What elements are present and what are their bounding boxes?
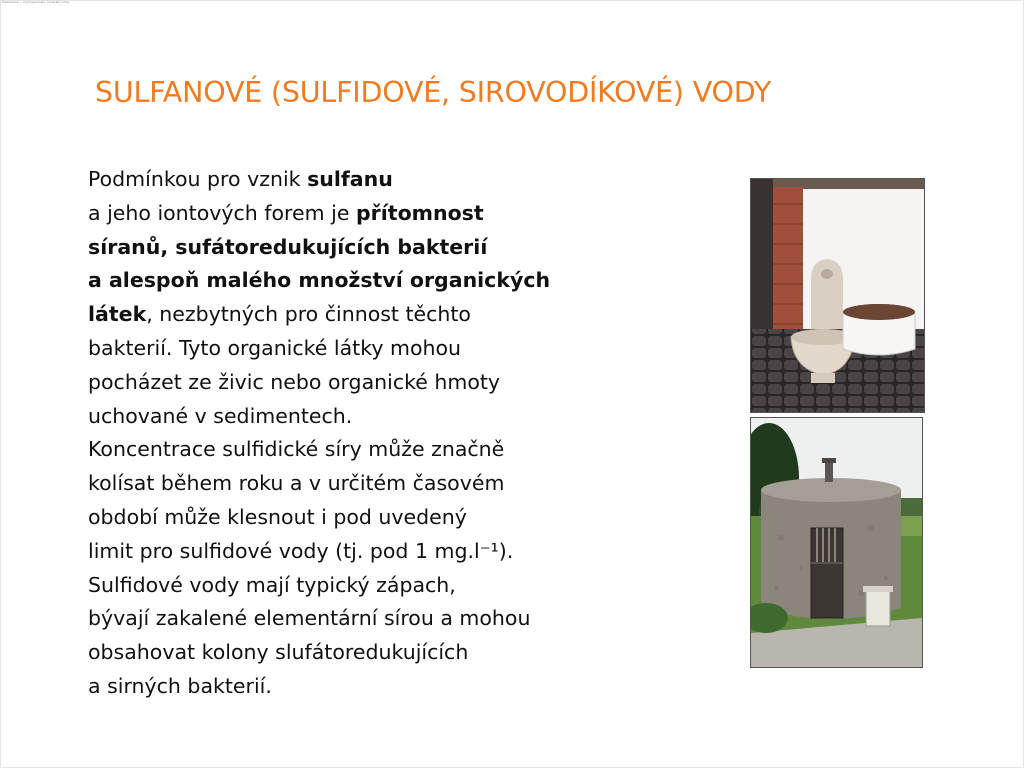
text-line (88, 197, 688, 231)
spring-house-photo (750, 417, 923, 668)
spring-pavilion-photo (750, 178, 925, 413)
text-line: Koncentrace sulfidické síry může značně (88, 437, 505, 462)
text-line: uchované v sedimentech. (88, 403, 353, 428)
text-line: bakterií. Tyto organické látky mohou (88, 335, 462, 360)
text-line (88, 298, 688, 332)
text-line (88, 264, 688, 298)
text-span: , nezbytných pro činnost těchto (146, 302, 471, 327)
body-paragraph (88, 163, 688, 704)
bold-term: přítomnost (355, 200, 484, 225)
bold-term: látek (88, 302, 147, 327)
text-line (88, 163, 688, 197)
text-span: Podmínkou pro vznik (88, 167, 308, 191)
text-line: bývají zakalené elementární sírou a mohou (88, 606, 531, 631)
text-span: a jeho iontových forem je (88, 200, 356, 225)
text-line: limit pro sulfidové vody (tj. pod 1 mg.l⁻¹). (88, 538, 514, 563)
text-line: obsahovat kolony slufátoredukujících (88, 640, 469, 665)
text-line: období může klesnout i pod uvedený (88, 504, 467, 529)
header-tiny-text: Prezentace — hydrogeologie, minerální vody (2, 0, 70, 4)
text-line: pocházet ze živic nebo organické hmoty (88, 369, 501, 394)
bold-term: a alespoň malého množství organických (88, 268, 551, 293)
bold-term: sulfanu (307, 167, 393, 191)
text-line: kolísat během roku a v určitém časovém (88, 471, 505, 496)
text-line: Sulfidové vody mají typický zápach, (88, 572, 456, 597)
slide-title: SULFANOVÉ (SULFIDOVÉ, SIROVODÍKOVÉ) VODY (95, 76, 772, 109)
bold-term: síranů, sufátoredukujících bakterií (88, 234, 488, 259)
text-line (88, 231, 688, 265)
text-line: a sirných bakterií. (88, 673, 272, 698)
